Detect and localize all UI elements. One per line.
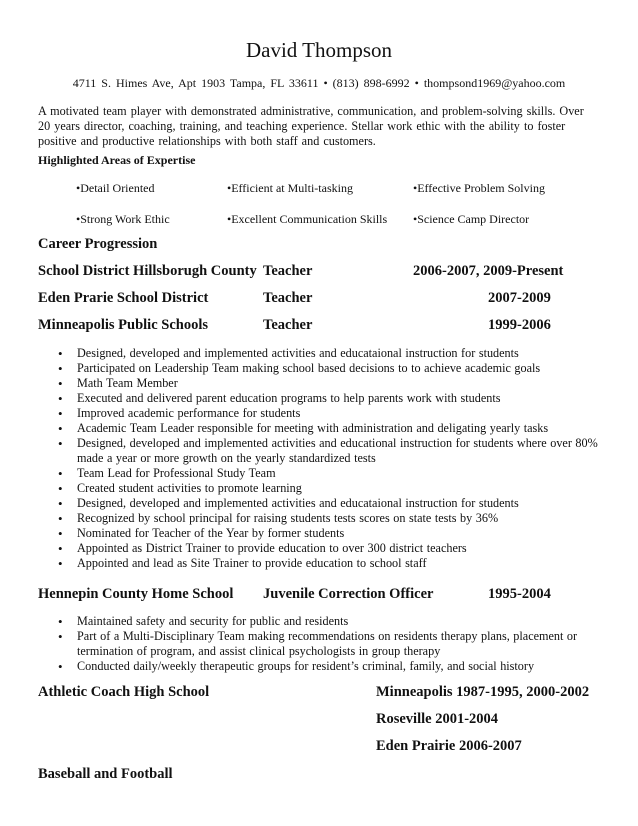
list-item: • Created student activities to promote learning xyxy=(38,481,598,496)
list-item: • Designed, developed and implemented activities and educataional instruction for students xyxy=(38,346,598,361)
list-item: • Conducted daily/weekly therapeutic groups for resident’s criminal, family, and social history xyxy=(38,659,598,674)
job-dates: 1999-2006 xyxy=(488,317,551,333)
expertise-item: •Effective Problem Solving xyxy=(413,181,545,195)
expertise-item: •Excellent Communication Skills xyxy=(227,212,388,226)
career-heading: Career Progression xyxy=(38,236,158,252)
list-item: • Recognized by school principal for raising students tests scores on state tests by 36% xyxy=(38,511,598,526)
job-dates: 1995-2004 xyxy=(488,586,551,602)
list-item: • Appointed as District Trainer to provide education to over 300 district teachers xyxy=(38,541,598,556)
job-dates: 2007-2009 xyxy=(488,290,551,306)
expertise-item: •Science Camp Director xyxy=(413,212,530,226)
job-role: Teacher xyxy=(263,317,313,333)
job-role: Teacher xyxy=(263,290,313,306)
list-item: • Nominated for Teacher of the Year by former students xyxy=(38,526,598,541)
summary-paragraph: A motivated team player with demonstrated administrative, communication, and problem-solving skills. Over 20 years director, coaching, training, and teaching experience. Stellar work ethic with the ability to foster positive and productive relationships with both staff and customers. xyxy=(38,104,584,148)
hennepin-duties-list xyxy=(38,614,598,674)
coaching-location: Eden Prairie 2006-2007 xyxy=(376,738,522,754)
list-item: • Appointed and lead as Site Trainer to provide education to school staff xyxy=(38,556,598,571)
job-employer: Minneapolis Public Schools xyxy=(38,317,209,333)
job-employer: Hennepin County Home School xyxy=(38,586,234,602)
job-dates: 2006-2007, 2009-Present xyxy=(413,263,564,279)
list-item: • Team Lead for Professional Study Team xyxy=(38,466,598,481)
list-item: • Part of a Multi-Disciplinary Team making recommendations on residents therapy plans, placement or termination of program, and assist clinical psychologists in group therapy xyxy=(38,629,598,659)
job-role: Teacher xyxy=(263,263,313,279)
job-role: Juvenile Correction Officer xyxy=(263,586,434,602)
list-item: • Designed, developed and implemented activities and educational instruction for students where over 80% made a year or more growth on the yearly standardized tests xyxy=(38,436,598,466)
list-item: • Math Team Member xyxy=(38,376,598,391)
expertise-heading: Highlighted Areas of Expertise xyxy=(38,153,196,167)
list-item: • Maintained safety and security for public and residents xyxy=(38,614,598,629)
contact-line: 4711 S. Himes Ave, Apt 1903 Tampa, FL 33611 • (813) 898-6992 • thompsond1969@yahoo.com xyxy=(72,76,566,90)
teacher-duties-list xyxy=(38,346,598,571)
list-item: • Executed and delivered parent education programs to help parents work with students xyxy=(38,391,598,406)
coaching-location: Roseville 2001-2004 xyxy=(376,711,499,727)
job-employer: School District Hillsborugh County xyxy=(38,263,257,279)
expertise-item: •Detail Oriented xyxy=(76,181,155,195)
list-item: • Designed, developed and implemented activities and educataional instruction for students xyxy=(38,496,598,511)
list-item: • Participated on Leadership Team making school based decisions to to achieve academic goals xyxy=(38,361,598,376)
coaching-location: Minneapolis 1987-1995, 2000-2002 xyxy=(376,684,590,700)
coaching-heading: Athletic Coach High School xyxy=(38,684,210,700)
job-employer: Eden Prarie School District xyxy=(38,290,209,306)
expertise-item: •Efficient at Multi-tasking xyxy=(227,181,353,195)
candidate-name: David Thompson xyxy=(245,38,393,62)
list-item: • Improved academic performance for students xyxy=(38,406,598,421)
sports-coached: Baseball and Football xyxy=(38,766,173,782)
list-item: • Academic Team Leader responsible for meeting with administration and deligating yearly tasks xyxy=(38,421,598,436)
expertise-item: •Strong Work Ethic xyxy=(76,212,170,226)
